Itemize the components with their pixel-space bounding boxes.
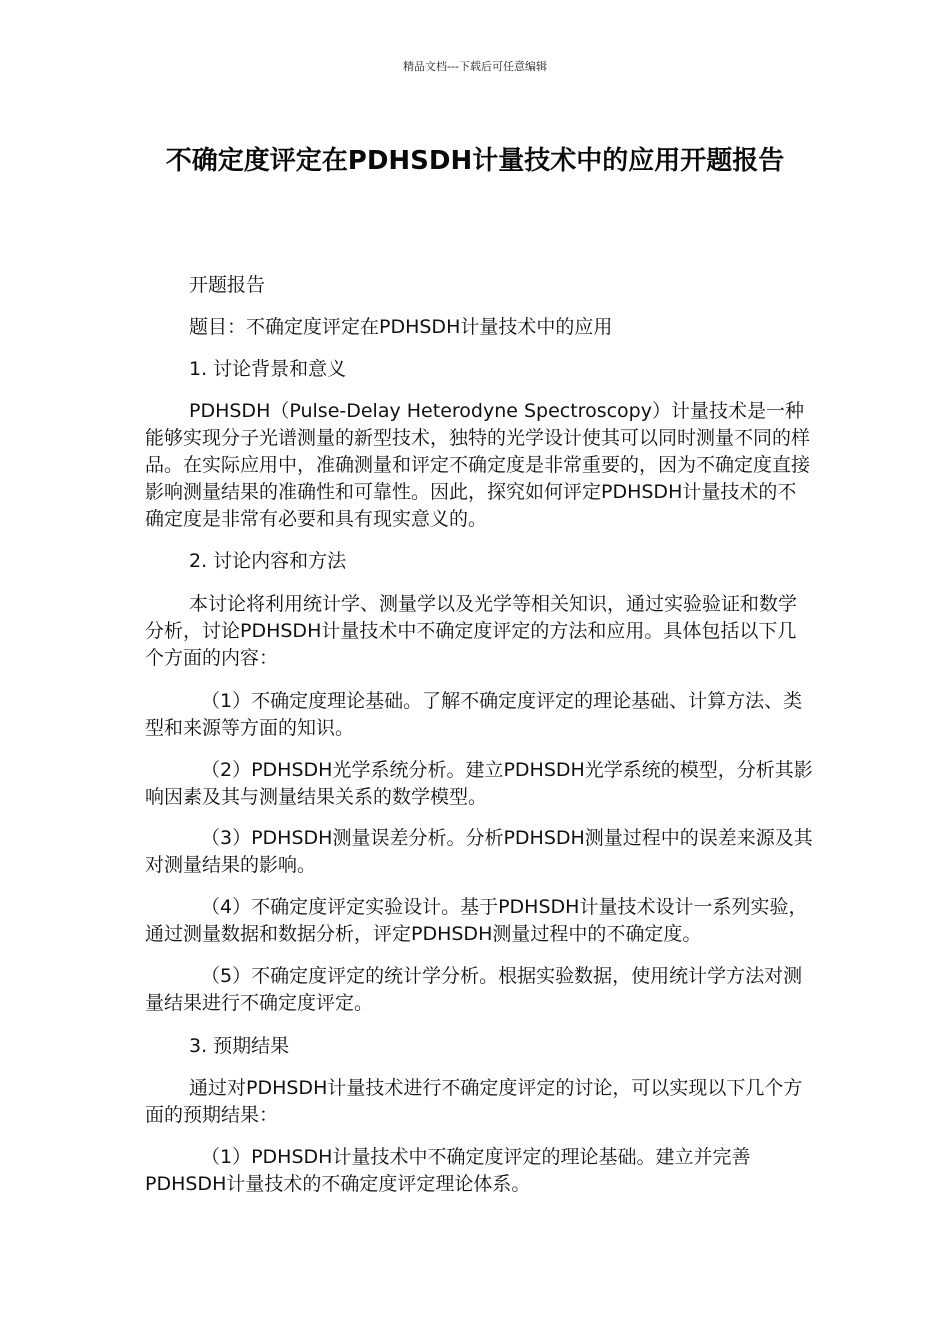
paragraph-background: PDHSDH（Pulse-Delay Heterodyne Spectroscopy）计量技术是一种能够实现分子光谱测量的新型技术，独特的光学设计使其可以同时测量不同的样品。在实际应用中，准确测量和评定不确定度是非常重要的，因为不确定度直接影响测量结果的准确性和可靠性。因此，探究如何评定PDHSDH计量技术的不确定度是非常有必要和具有现实意义的。 bbox=[145, 400, 811, 530]
heading-content-methods: 2. 讨论内容和方法 bbox=[189, 550, 347, 572]
list-item-5: （5）不确定度评定的统计学分析。根据实验数据，使用统计学方法对测量结果进行不确定度评定。 bbox=[145, 965, 803, 1014]
header-note: 精品文档---下载后可任意编辑 bbox=[403, 60, 547, 73]
topic-line: 题目：不确定度评定在PDHSDH计量技术中的应用 bbox=[189, 316, 613, 338]
section-label: 开题报告 bbox=[189, 274, 266, 296]
list-item-2: （2）PDHSDH光学系统分析。建立PDHSDH光学系统的模型，分析其影响因素及其与测量结果关系的数学模型。 bbox=[145, 759, 813, 808]
list-item-4: （4）不确定度评定实验设计。基于PDHSDH计量技术设计一系列实验，通过测量数据和数据分析，评定PDHSDH测量过程中的不确定度。 bbox=[145, 896, 808, 945]
paragraph-expected-intro: 通过对PDHSDH计量技术进行不确定度评定的讨论，可以实现以下几个方面的预期结果： bbox=[145, 1077, 803, 1126]
list-item-1: （1）不确定度理论基础。了解不确定度评定的理论基础、计算方法、类型和来源等方面的知识。 bbox=[145, 690, 803, 739]
heading-background: 1. 讨论背景和意义 bbox=[189, 358, 347, 380]
paragraph-content-intro: 本讨论将利用统计学、测量学以及光学等相关知识，通过实验验证和数学分析，讨论PDHSDH计量技术中不确定度评定的方法和应用。具体包括以下几个方面的内容： bbox=[145, 593, 798, 669]
list-item-3: （3）PDHSDH测量误差分析。分析PDHSDH测量过程中的误差来源及其对测量结果的影响。 bbox=[145, 827, 813, 876]
document-title: 不确定度评定在PDHSDH计量技术中的应用开题报告 bbox=[165, 146, 785, 176]
result-item-1: （1）PDHSDH计量技术中不确定度评定的理论基础。建立并完善PDHSDH计量技术的不确定度评定理论体系。 bbox=[145, 1146, 751, 1195]
heading-expected-results: 3. 预期结果 bbox=[189, 1035, 290, 1057]
